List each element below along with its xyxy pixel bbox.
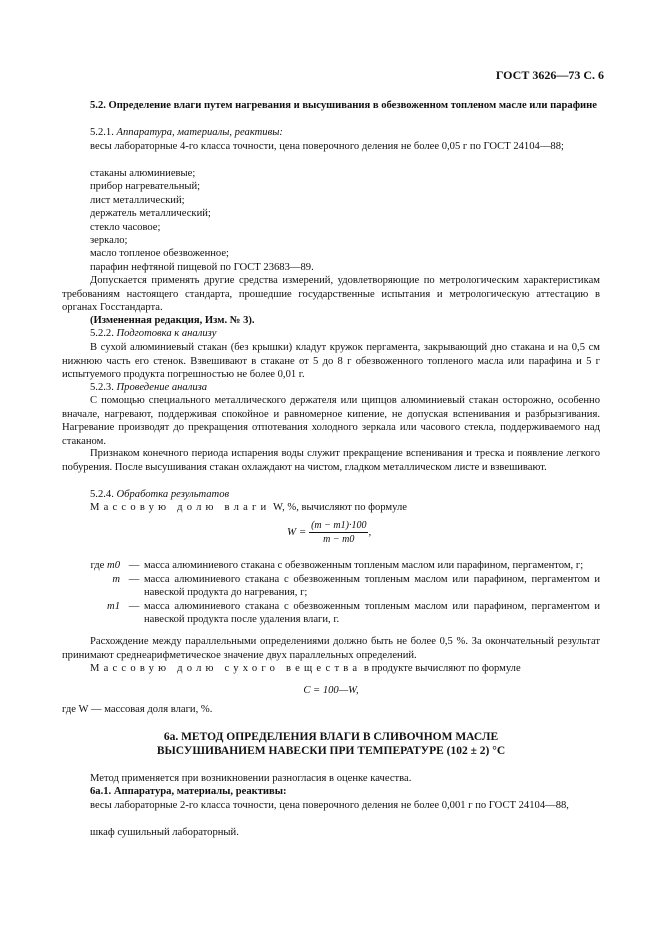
list-item: зеркало; — [90, 235, 128, 246]
definition-row: m — масса алюминиевого стакана с обезвоженным топленым маслом или парафином, пергаментом и навеской продукта до нагревания, г; — [62, 573, 600, 600]
end-period-paragraph: Признаком конечного периода испарения воды служит прекращение вспенивания и треска и появление легкого побурения. После высушивания стакан охлаждают на чистом, гладком металлическом листе и взвешивают. — [62, 448, 600, 473]
definition-symbol: где m0 — [90, 560, 120, 571]
formula-intro: W, %, вычисляют по формуле — [273, 502, 407, 513]
clause-6a-1: 6а.1. Аппаратура, материалы, реактивы: — [90, 786, 287, 797]
section-6a-heading-line-1: 6а. МЕТОД ОПРЕДЕЛЕНИЯ ВЛАГИ В СЛИВОЧНОМ МАСЛЕ — [163, 731, 499, 743]
clause-number: 5.2.4. — [90, 489, 114, 500]
clause-label: Подготовка к анализу — [116, 328, 217, 339]
list-item: весы лабораторные 4-го класса точности, цена поверочного деления не более 0,05 г по ГОСТ 24104—88; — [90, 141, 564, 152]
clause-number: 5.2.2. — [90, 328, 114, 339]
preparation-paragraph: В сухой алюминиевый стакан (без крышки) кладут кружок пергамента, закрывающий дно стакана и на 0,5 см нижнюю часть его стенок. Взвешивают в стакане от 5 до 8 г обезвоженного топленого масла или парафина и 5 г испытуемого продукта погрешностью не более 0,01 г. — [62, 342, 600, 381]
definitions-list — [62, 559, 600, 627]
spaced-text: Массовую долю сухого вещества — [90, 663, 362, 674]
analysis-paragraph: С помощью специального металлического держателя или щипцов алюминиевый стакан осторожно, особенно вначале, нагревают, поддерживая спокойное и равномерное кипение, не допуская вспенивания и разбрызгивания. Нагревание производят до прекращения отпотевания холодного зеркала или часового стекла, поддерживаемого над стаканом. — [62, 395, 600, 447]
clause-5-2-1 — [62, 126, 600, 140]
definition-symbol: m1 — [107, 600, 120, 612]
definition-text: масса алюминиевого стакана с обезвоженным топленым маслом или парафином, пергаментом и навеской продукта после удаления влаги, г. — [144, 600, 600, 626]
clause-number: 5.2.3. — [90, 382, 114, 393]
formula-numerator: (m − m1)·100 — [311, 520, 367, 531]
clause-5-2-3 — [62, 381, 600, 395]
clause-label: Проведение анализа — [116, 382, 208, 393]
list-item: масло топленое обезвоженное; — [90, 248, 229, 259]
definition-text: масса алюминиевого стакана с обезвоженным топленым маслом или парафином, пергаментом и навеской продукта до нагревания, г; — [144, 573, 600, 599]
revision-note: (Измененная редакция, Изм. № 3). — [90, 315, 255, 326]
section-6a-heading-line-2: ВЫСУШИВАНИЕМ НАВЕСКИ ПРИ ТЕМПЕРАТУРЕ (102 ± 2) °С — [156, 745, 506, 757]
formula-intro: в продукте вычисляют по формуле — [363, 663, 521, 674]
clause-number: 5.2.1. — [90, 127, 114, 138]
clause-label: Аппаратура, материалы, реактивы: — [116, 127, 283, 138]
list-item: прибор нагревательный; — [90, 181, 201, 192]
clause-5-2-2 — [62, 327, 600, 341]
formula-tail: , — [368, 526, 372, 539]
list-item: стаканы алюминиевые; — [90, 168, 196, 179]
moisture-formula — [287, 520, 371, 545]
clause-label: Обработка результатов — [116, 489, 230, 500]
allowed-paragraph: Допускается применять другие средства измерений, удовлетворяющие по метрологическим характеристикам требованиям настоящего стандарта, прошедшие государственные испытания и метрологическую аттестацию в органах Госстандарта. — [62, 275, 600, 314]
definition-text: масса алюминиевого стакана с обезвоженным топленым маслом или парафином, пергаментом, г; — [144, 560, 584, 571]
list-item: держатель металлический; — [90, 208, 211, 219]
section-6a-intro: Метод применяется при возникновении разногласия в оценке качества. — [90, 773, 412, 784]
list-item: весы лабораторные 2-го класса точности, цена поверочного деления не более 0,001 г по ГОСТ 24104—88, — [90, 800, 569, 811]
where-line: где W — массовая доля влаги, %. — [62, 704, 213, 715]
spaced-text: Массовую долю влаги — [90, 502, 271, 513]
dry-matter-formula: C = 100—W, — [303, 685, 359, 696]
discrepancy-paragraph: Расхождение между параллельными определениями должно быть не более 0,5 %. За окончательный результат принимают среднеарифметическое значение двух параллельных определений. — [62, 636, 600, 661]
formula-lhs: W = — [287, 526, 307, 539]
clause-5-2-4 — [62, 488, 600, 502]
definition-row: m1 — масса алюминиевого стакана с обезвоженным топленым маслом или парафином, пергаментом и навеской продукта после удаления влаги, г. — [62, 600, 600, 627]
formula-denominator: m − m0 — [323, 534, 355, 545]
formula-fraction — [309, 520, 368, 545]
list-item: лист металлический; — [90, 195, 185, 206]
list-item: шкаф сушильный лабораторный. — [90, 827, 239, 838]
list-item: стекло часовое; — [90, 222, 161, 233]
section-5-2-title: 5.2. Определение влаги путем нагревания и высушивания в обезвоженном топленом масле или парафине — [90, 100, 597, 111]
definition-row: где m0 — масса алюминиевого стакана с обезвоженным топленым маслом или парафином, пергаментом, г; — [62, 559, 600, 573]
definition-symbol: m — [112, 573, 120, 585]
mass-fraction-line — [62, 501, 600, 515]
list-item: парафин нефтяной пищевой по ГОСТ 23683—89. — [90, 262, 314, 273]
dry-matter-line — [62, 662, 600, 676]
running-header: ГОСТ 3626—73 С. 6 — [495, 68, 604, 82]
